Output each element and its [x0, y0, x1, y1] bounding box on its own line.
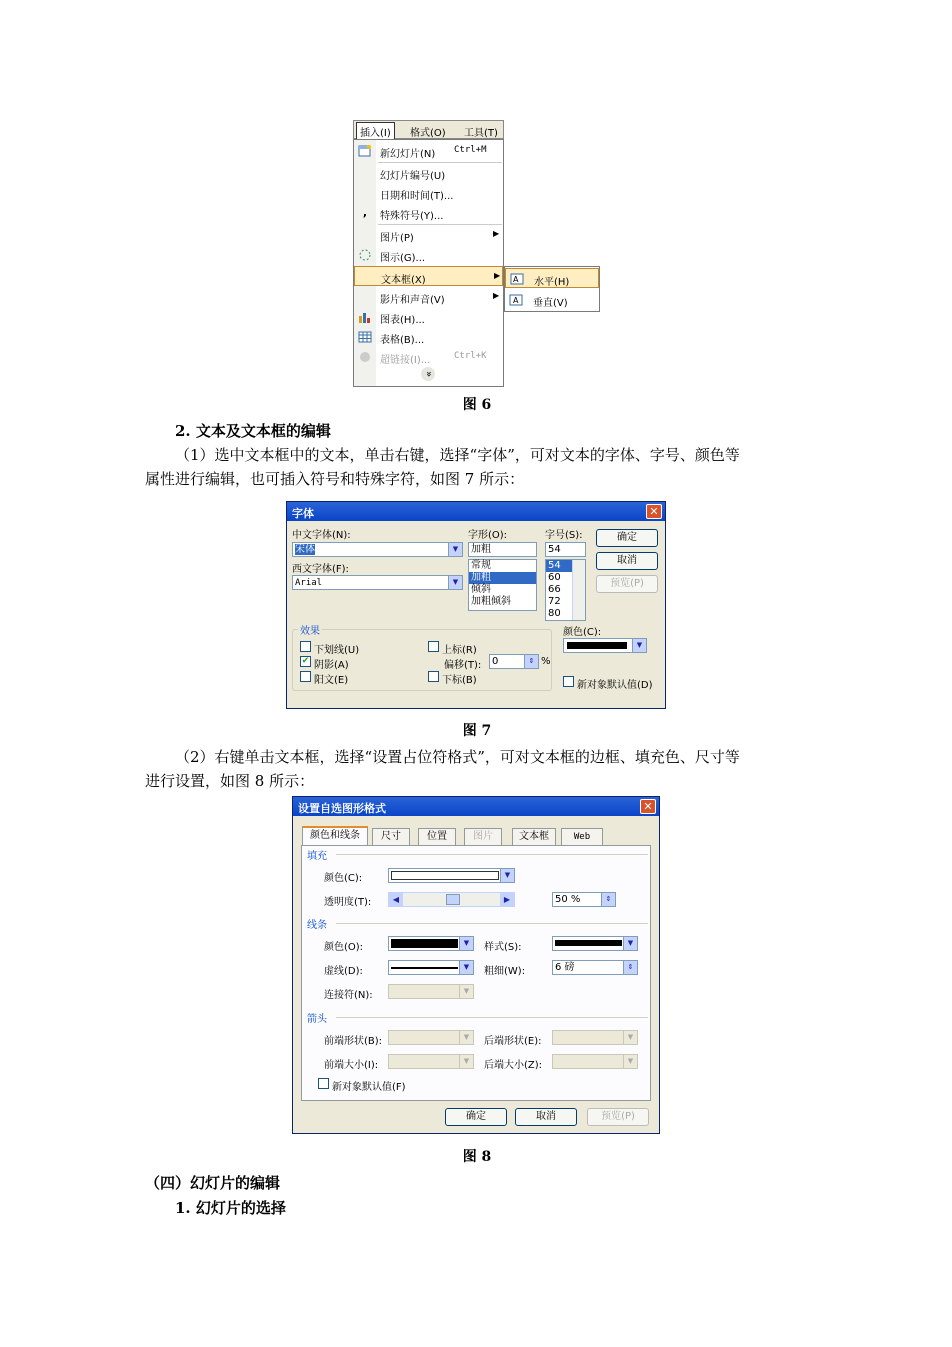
line-style-preview	[555, 940, 622, 946]
insert-menu-screenshot	[353, 120, 600, 387]
list-item[interactable]: 80	[548, 608, 561, 619]
subscript-checkbox[interactable]	[428, 671, 439, 682]
section-heading-text-editing: 2. 文本及文本框的编辑	[175, 422, 331, 440]
line-color-label: 颜色(O):	[324, 942, 364, 953]
menu-item-hyperlink[interactable]: 超链接(I)... Ctrl+K	[354, 347, 503, 367]
section-heading-slide-editing: （四）幻灯片的编辑	[145, 1174, 281, 1192]
divider	[336, 854, 648, 855]
west-font-label: 西文字体(F):	[292, 564, 349, 575]
chevron-left-icon[interactable]: ◀	[389, 893, 403, 906]
dialog-titlebar	[293, 797, 659, 816]
default-label: 新对象默认值(F)	[332, 1082, 406, 1093]
menu-item-new-slide[interactable]: 新幻灯片(N) Ctrl+M	[354, 141, 503, 161]
scrollbar[interactable]	[572, 560, 585, 620]
close-icon[interactable]: ✕	[640, 799, 656, 814]
divider	[336, 1017, 648, 1018]
horizontal-textbox-icon	[510, 272, 524, 286]
tab-picture[interactable]: 图片	[464, 828, 502, 845]
line-style-label: 样式(S):	[484, 942, 522, 953]
offset-unit: %	[541, 656, 551, 667]
default-checkbox[interactable]	[563, 676, 574, 687]
figure-8-caption: 图 8	[462, 1149, 492, 1165]
chevron-down-icon[interactable]: ▼	[448, 576, 462, 589]
shadow-label: 阴影(A)	[314, 660, 349, 671]
menu-format[interactable]: 格式(O)	[410, 128, 446, 139]
chevron-down-icon[interactable]: ▼	[459, 961, 473, 974]
begin-style-label: 前端形状(B):	[324, 1036, 383, 1047]
dash-label: 虚线(D):	[324, 966, 363, 977]
submenu-item-horizontal[interactable]: A 水平(H)	[505, 268, 599, 288]
expand-chevron-icon: »	[421, 367, 435, 381]
ok-button[interactable]: 确定	[596, 529, 658, 547]
cancel-button[interactable]: 取消	[515, 1108, 577, 1126]
list-item[interactable]: 60	[548, 572, 561, 583]
underline-checkbox[interactable]	[300, 641, 311, 652]
line-style-select[interactable]	[552, 936, 638, 951]
vertical-textbox-icon	[509, 293, 523, 307]
paragraph-2-line-2: 进行设置，如图 8 所示：	[145, 772, 315, 790]
end-size-select[interactable]	[552, 1054, 638, 1069]
list-item[interactable]: 倾斜	[471, 584, 491, 595]
chevron-down-icon[interactable]: ▼	[623, 1055, 637, 1068]
chevron-down-icon[interactable]: ▼	[623, 937, 637, 950]
list-item[interactable]: 72	[548, 596, 561, 607]
chevron-down-icon[interactable]: ▼	[448, 543, 462, 556]
insert-menu-dropdown	[353, 139, 504, 387]
fill-section-label: 填充	[307, 851, 327, 862]
tab-position[interactable]: 位置	[418, 828, 456, 845]
end-size-label: 后端大小(Z):	[484, 1060, 543, 1071]
dialog-title: 字体	[292, 507, 314, 520]
west-font-select[interactable]: Arial ▼	[292, 575, 463, 590]
dialog-titlebar	[287, 502, 665, 521]
new-slide-icon	[358, 144, 372, 158]
dialog-title: 设置自选图形格式	[298, 802, 386, 815]
menu-tools[interactable]: 工具(T)	[464, 128, 498, 139]
arrow-section-label: 箭头	[307, 1014, 327, 1025]
spinner-arrows-icon[interactable]: ⇕	[524, 655, 538, 668]
format-autoshape-dialog	[292, 796, 660, 1134]
menu-item-movies-sounds[interactable]: 影片和声音(V) ▶	[380, 291, 500, 306]
weight-spinner[interactable]: 6 磅 ⇕	[552, 960, 638, 975]
dash-preview	[391, 967, 458, 969]
svg-text:A: A	[513, 275, 519, 284]
font-color-select[interactable]	[563, 638, 647, 653]
tab-web[interactable]: Web	[561, 828, 603, 845]
hyperlink-icon	[358, 350, 372, 364]
submenu-arrow-icon: ▶	[494, 271, 501, 280]
chart-icon	[358, 310, 372, 324]
color-swatch	[391, 871, 499, 880]
preview-button[interactable]: 预览(P)	[596, 575, 658, 593]
chevron-down-icon[interactable]: ▼	[459, 937, 473, 950]
paragraph-2-line-1: （2）右键单击文本框，选择“设置占位符格式”，可对文本框的边框、填充色、尺寸等	[175, 748, 740, 766]
figure-7-caption: 图 7	[462, 723, 492, 739]
menu-item-diagram[interactable]: 图示(G)...	[354, 245, 503, 265]
cn-font-select[interactable]: 宋体 ▼	[292, 542, 463, 557]
subsection-heading-slide-selection: 1. 幻灯片的选择	[175, 1199, 286, 1217]
menu-item-slide-number[interactable]: 幻灯片编号(U)	[380, 171, 446, 182]
offset-label: 偏移(T):	[444, 660, 482, 671]
chevron-down-icon[interactable]: ▼	[459, 1055, 473, 1068]
comma-icon: ,	[362, 206, 368, 219]
fill-color-select[interactable]	[388, 868, 515, 883]
spinner-arrows-icon[interactable]: ⇕	[601, 893, 615, 906]
end-style-select[interactable]	[552, 1030, 638, 1045]
transparency-slider[interactable]	[388, 892, 515, 907]
slider-thumb[interactable]	[446, 894, 460, 905]
menu-expand[interactable]	[354, 367, 503, 387]
color-swatch	[567, 642, 627, 649]
divider	[336, 923, 648, 924]
font-size-input[interactable]: 54	[545, 542, 586, 557]
list-item[interactable]: 加粗	[469, 572, 536, 584]
tab-colors-lines[interactable]: 颜色和线条	[302, 826, 368, 846]
font-style-label: 字形(O):	[468, 530, 508, 541]
submenu-arrow-icon: ▶	[493, 229, 500, 238]
connector-label: 连接符(N):	[324, 990, 373, 1001]
end-style-label: 后端形状(E):	[484, 1036, 542, 1047]
line-section-label: 线条	[307, 920, 327, 931]
cancel-button[interactable]: 取消	[596, 552, 658, 570]
spinner-arrows-icon[interactable]: ⇕	[623, 961, 637, 974]
submenu-item-vertical[interactable]: A 垂直(V)	[505, 290, 599, 310]
chevron-down-icon[interactable]: ▼	[459, 1031, 473, 1044]
preview-button[interactable]: 预览(P)	[587, 1108, 649, 1126]
transparency-label: 透明度(T):	[324, 897, 372, 908]
font-style-input[interactable]: 加粗	[468, 542, 537, 557]
effects-group-label: 效果	[298, 622, 322, 637]
default-label: 新对象默认值(D)	[577, 680, 653, 691]
fill-color-label: 颜色(C):	[324, 873, 363, 884]
chevron-down-icon[interactable]: ▼	[623, 1031, 637, 1044]
tab-textbox[interactable]: 文本框	[512, 828, 556, 845]
color-label: 颜色(C):	[563, 627, 602, 638]
list-item[interactable]: 54	[546, 560, 572, 572]
menu-item-table[interactable]: 表格(B)...	[354, 327, 503, 347]
shadow-checkbox[interactable]: ✔	[301, 656, 310, 666]
superscript-label: 上标(R)	[442, 645, 477, 656]
tab-size[interactable]: 尺寸	[372, 828, 410, 845]
underline-label: 下划线(U)	[314, 645, 360, 656]
ok-button[interactable]: 确定	[445, 1108, 507, 1126]
dash-select[interactable]	[388, 960, 474, 975]
textbox-submenu	[504, 266, 600, 312]
list-item[interactable]: 66	[548, 584, 561, 595]
colors-lines-panel	[301, 845, 651, 1101]
menu-item-chart[interactable]: 图表(H)...	[354, 307, 503, 327]
paragraph-1-line-1: （1）选中文本框中的文本，单击右键，选择“字体”，可对文本的字体、字号、颜色等	[175, 446, 740, 464]
offset-spinner[interactable]: 0 ⇕	[489, 654, 539, 669]
menu-item-textbox[interactable]: 文本框(X) ▶	[354, 266, 503, 286]
transparency-spinner[interactable]: 50 % ⇕	[552, 892, 616, 907]
menu-item-date-time[interactable]: 日期和时间(T)...	[380, 191, 454, 202]
menu-item-special-symbol[interactable]: , 特殊符号(Y)...	[354, 203, 503, 223]
chevron-right-icon[interactable]: ▶	[500, 893, 514, 906]
svg-text:A: A	[513, 296, 519, 305]
menu-item-picture[interactable]: 图片(P) ▶	[380, 229, 500, 244]
list-item[interactable]: 常规	[471, 560, 491, 571]
default-checkbox[interactable]	[318, 1078, 329, 1089]
begin-size-select[interactable]	[388, 1054, 474, 1069]
superscript-checkbox[interactable]	[428, 641, 439, 652]
paragraph-1-line-2: 属性进行编辑，也可插入符号和特殊字符，如图 7 所示：	[145, 470, 525, 488]
cn-font-label: 中文字体(N):	[292, 530, 351, 541]
weight-label: 粗细(W):	[484, 966, 526, 977]
font-style-list[interactable]	[468, 559, 537, 611]
color-swatch	[391, 939, 458, 948]
emboss-label: 阳文(E)	[314, 675, 349, 686]
font-dialog	[286, 501, 666, 709]
font-size-label: 字号(S):	[545, 530, 583, 541]
menu-insert[interactable]: 插入(I)	[356, 122, 395, 141]
table-icon	[358, 330, 372, 344]
diagram-icon	[358, 248, 372, 262]
begin-style-select[interactable]	[388, 1030, 474, 1045]
chevron-down-icon[interactable]: ▼	[459, 985, 473, 998]
chevron-down-icon[interactable]: ▼	[632, 639, 646, 652]
font-size-list[interactable]	[545, 559, 586, 621]
menu-bar	[353, 120, 504, 139]
subscript-label: 下标(B)	[442, 675, 477, 686]
chevron-down-icon[interactable]: ▼	[500, 869, 514, 882]
line-color-select[interactable]	[388, 936, 474, 951]
close-icon[interactable]: ✕	[646, 504, 662, 519]
connector-select[interactable]	[388, 984, 474, 999]
begin-size-label: 前端大小(I):	[324, 1060, 379, 1071]
figure-6-caption: 图 6	[462, 397, 492, 413]
emboss-checkbox[interactable]	[300, 671, 311, 682]
list-item[interactable]: 加粗倾斜	[471, 596, 511, 607]
submenu-arrow-icon: ▶	[493, 291, 500, 300]
